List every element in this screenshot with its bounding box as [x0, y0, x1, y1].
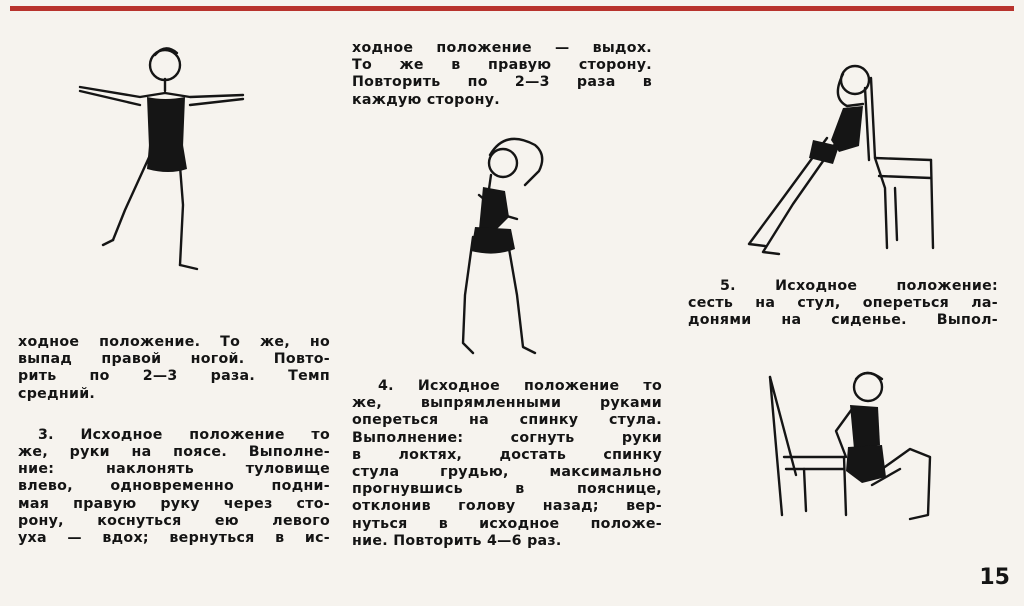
- text-line: 3. Исходное положение то: [38, 426, 330, 443]
- text-line: сесть на стул, опереться ла-: [688, 295, 998, 312]
- exercise-illustration-side-bend: [435, 125, 560, 360]
- paragraph-exercise-4: [352, 378, 662, 550]
- page-number: 15: [979, 565, 1010, 590]
- text-line: стула грудью, максимально: [352, 464, 662, 481]
- text-line: ние. Повторить 4—6 раз.: [352, 532, 562, 549]
- exercise-illustration-lunge: [65, 35, 255, 280]
- text-line: опереться на спинку стула.: [352, 412, 662, 429]
- text-line: же, выпрямленными руками: [352, 395, 662, 412]
- text-line: средний.: [18, 385, 96, 402]
- top-red-rule: [10, 6, 1014, 11]
- text-column-right: [688, 278, 998, 330]
- text-line: же, руки на поясе. Выполне-: [18, 444, 330, 461]
- text-line: 5. Исходное положение:: [720, 278, 998, 294]
- text-line: влево, одновременно подни-: [18, 478, 330, 495]
- exercise-illustration-chair-pushup: [735, 48, 945, 258]
- text-line: рить по 2—3 раза. Темп: [18, 368, 330, 385]
- text-line: мая правую руку через сто-: [18, 495, 330, 512]
- paragraph-exercise-3-end: [352, 40, 652, 109]
- text-line: нуться в исходное положе-: [352, 515, 662, 532]
- text-line: 4. Исходное положение то: [378, 378, 662, 394]
- paragraph-exercise-5: [688, 278, 998, 330]
- text-column-middle-top: [352, 40, 652, 109]
- paragraph-exercise-3: [18, 427, 330, 547]
- text-line: уха — вдох; вернуться в ис-: [18, 530, 330, 547]
- text-line: рону, коснуться ею левого: [18, 512, 330, 529]
- text-line: ходное положение. То же, но: [18, 334, 330, 350]
- exercise-illustration-chair-dip: [760, 365, 950, 525]
- text-line: Выполнение: согнуть руки: [352, 429, 662, 446]
- text-line: отклонив голову назад; вер-: [352, 498, 662, 515]
- paragraph-exercise-2-end: [18, 334, 330, 403]
- text-line: каждую сторону.: [352, 91, 500, 108]
- text-line: Повторить по 2—3 раза в: [352, 74, 652, 91]
- text-column-middle-bottom: [352, 378, 662, 550]
- text-column-left: [18, 334, 330, 547]
- text-line: ние: наклонять туловище: [18, 461, 330, 478]
- text-line: То же в правую сторону.: [352, 57, 652, 74]
- text-line: выпад правой ногой. Повто-: [18, 351, 330, 368]
- text-line: в локтях, достать спинку: [352, 446, 662, 463]
- text-line: ходное положение — выдох.: [352, 40, 652, 56]
- text-line: прогнувшись в пояснице,: [352, 481, 662, 498]
- text-line: донями на сиденье. Выпол-: [688, 312, 998, 329]
